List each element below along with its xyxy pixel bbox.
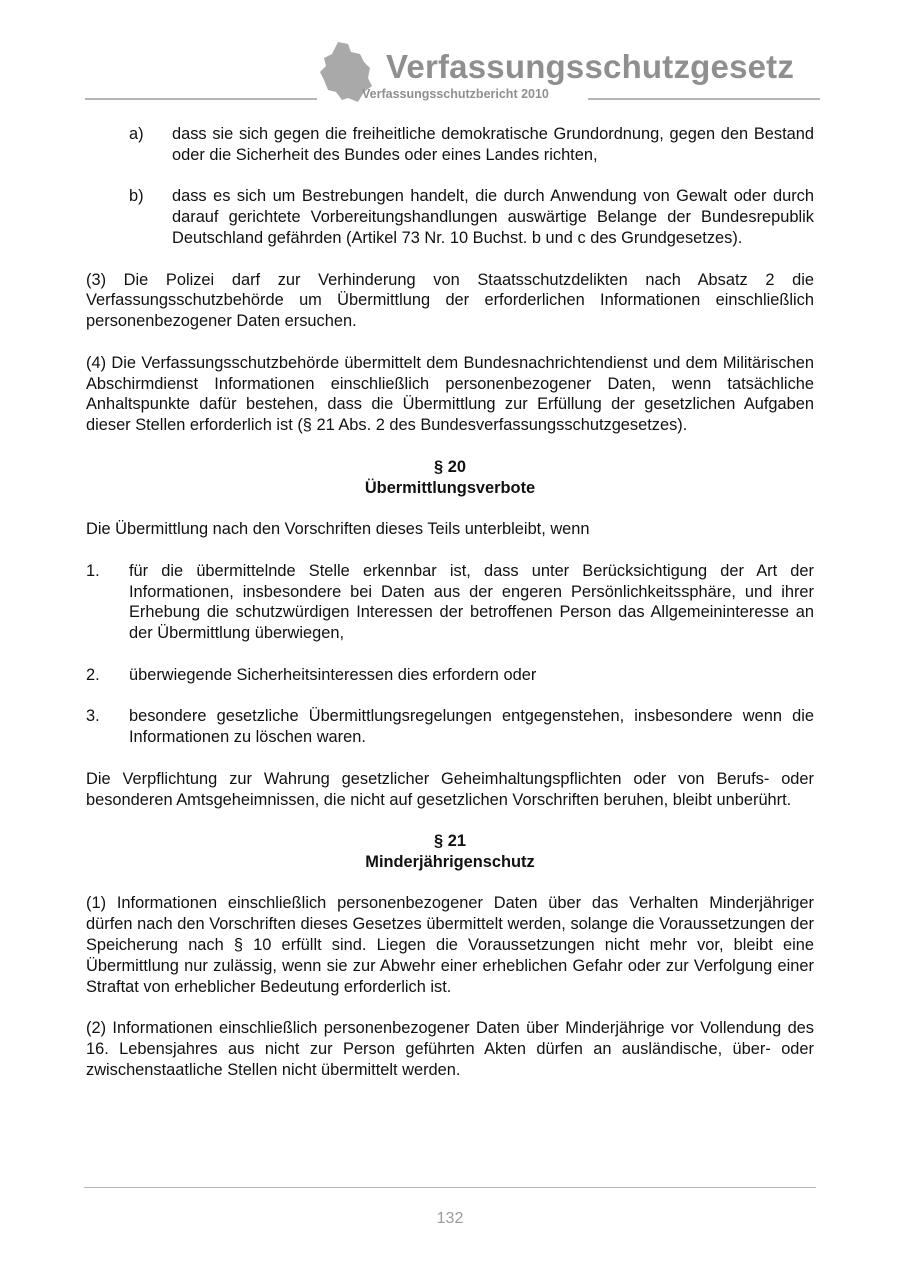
paragraph-3: (3) Die Polizei darf zur Verhinderung von Staatsschutzdelikten nach Absatz 2 die Verfassungsschutzbehörde um Übermittlung der erforderlichen Informationen einschließlich personenbezogener Daten ersuchen. <box>86 270 814 331</box>
section-21-paragraph-1: (1) Informationen einschließlich personenbezogener Daten über das Verhalten Minderjähriger dürfen nach den Vorschriften dieses Gesetzes übermittelt werden, solange die Voraussetzungen der Speicherung nach § 10 erfüllt sind. Liegen die Voraussetzungen nicht mehr vor, bleibt eine Übermittlung nur zulässig, wenn sie zur Abwehr einer erheblichen Gefahr oder zur Verfolgung einer Straftat von erheblicher Bedeutung erforderlich ist. <box>86 894 814 996</box>
section-21-number: § 21 <box>434 832 466 851</box>
list-text: für die übermittelnde Stelle erkennbar ist, dass unter Berücksichtigung der Art der Informationen, insbesondere bei Daten aus der engeren Persönlichkeitssphäre, und ihrer Erhebung die schutzwürdigen Interessen der betroffenen Person das Allgemeininteresse an der Übermittlung überwiegen, <box>129 561 814 643</box>
list-marker: 3. <box>86 707 100 726</box>
section-20-closing: Die Verpflichtung zur Wahrung gesetzlicher Geheimhaltungspflichten oder von Berufs- oder besonderen Amtsgeheimnissen, die nicht auf gesetzlichen Vorschriften beruhen, bleibt unberührt. <box>86 769 814 809</box>
list-marker: 2. <box>86 665 100 684</box>
header-title: Verfassungsschutzgesetz <box>386 48 795 85</box>
list-text: besondere gesetzliche Übermittlungsregelungen entgegenstehen, insbesondere wenn die Informationen zu löschen waren. <box>129 707 814 747</box>
section-21-paragraph-2: (2) Informationen einschließlich personenbezogener Daten über Minderjährige vor Vollendung des 16. Lebensjahres aus nicht zur Person geführten Akten dürfen an ausländische, über- oder zwischenstaatliche Stellen nicht übermittelt werden. <box>86 1019 814 1079</box>
list-item-2 <box>86 665 814 686</box>
header-rule-left <box>85 98 317 100</box>
section-21-heading <box>86 831 814 873</box>
section-20-intro: Die Übermittlung nach den Vorschriften dieses Teils unterbleibt, wenn <box>86 520 590 539</box>
section-20-heading <box>86 457 814 499</box>
list-marker: b) <box>129 187 144 206</box>
page-header <box>0 0 900 110</box>
header-rule-right <box>588 98 820 100</box>
list-marker: a) <box>129 125 144 143</box>
page-number: 132 <box>436 1210 464 1227</box>
list-item-3 <box>86 706 814 748</box>
document-body <box>86 124 814 1101</box>
list-item-a <box>86 124 814 166</box>
list-item-b <box>86 186 814 248</box>
list-text: dass es sich um Bestrebungen handelt, die durch Anwendung von Gewalt oder durch darauf gerichtete Vorbereitungshandlungen auswärtige Belange der Bundesrepublik Deutschland gefährden (Artikel 73 Nr. 10 Buchst. b und c des Grundgesetzes). <box>172 187 814 247</box>
list-text: dass sie sich gegen die freiheitliche demokratische Grundordnung, gegen den Bestand oder die Sicherheit des Bundes oder eines Landes richten, <box>172 125 814 164</box>
section-20-title: Übermittlungsverbote <box>364 478 536 497</box>
paragraph-4: (4) Die Verfassungsschutzbehörde übermittelt dem Bundesnachrichtendienst und dem Militärischen Abschirmdienst Informationen einschließlich personenbezogener Daten, wenn tatsächliche Anhaltspunkte dafür bestehen, dass die Übermittlung zur Erfüllung der gesetzlichen Aufgaben dieser Stellen erforderlich ist (§ 21 Abs. 2 des Bundesverfassungsschutzgesetzes). <box>86 353 814 435</box>
list-item-1 <box>86 561 814 644</box>
section-21-title: Minderjährigenschutz <box>365 852 535 871</box>
section-20-number: § 20 <box>434 457 466 476</box>
header-subtitle: Verfassungsschutzbericht 2010 <box>362 87 549 101</box>
footer-rule <box>84 1187 816 1188</box>
list-marker: 1. <box>86 561 100 580</box>
list-text: überwiegende Sicherheitsinteressen dies erfordern oder <box>129 665 537 684</box>
